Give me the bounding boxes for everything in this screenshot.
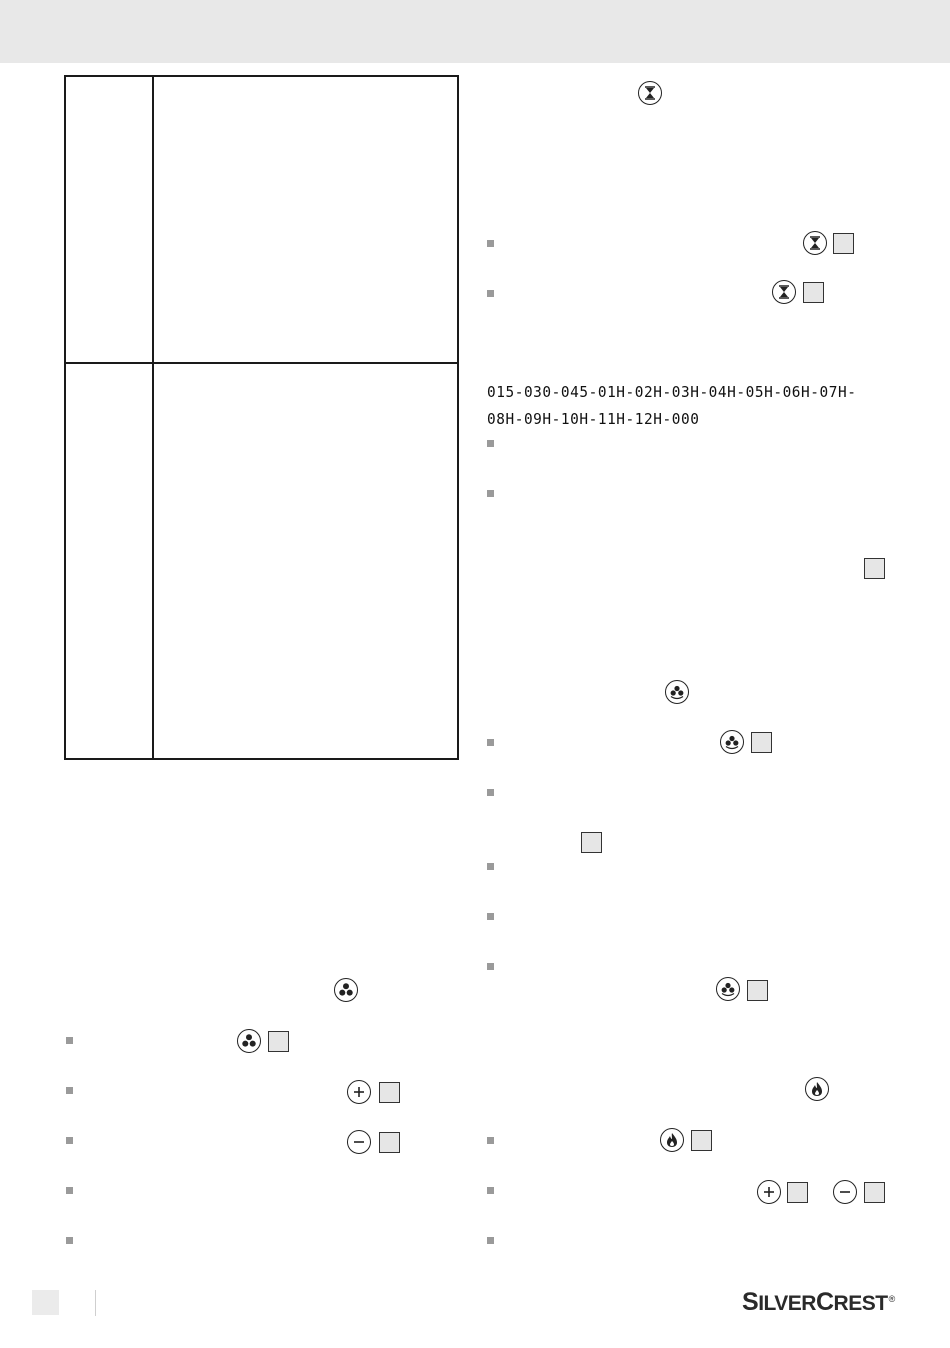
plus-icon (347, 1080, 371, 1104)
page-number-box (32, 1290, 59, 1315)
bullet (487, 963, 494, 970)
bullet (487, 240, 494, 247)
footer-divider (95, 1290, 96, 1316)
oscillation-icon (665, 680, 689, 704)
hourglass-icon (772, 280, 796, 304)
fan-icon (334, 978, 358, 1002)
key-reference-box (787, 1182, 808, 1203)
hourglass-icon (638, 81, 662, 105)
key-reference-box (864, 1182, 885, 1203)
plus-icon (757, 1180, 781, 1204)
bullet (487, 739, 494, 746)
bullet (66, 1237, 73, 1244)
timer-sequence-line2: 08H-09H-10H-11H-12H-000 (487, 410, 700, 428)
bullet (487, 913, 494, 920)
key-reference-box (747, 980, 768, 1001)
oscillation-icon (716, 977, 740, 1001)
key-reference-box (864, 558, 885, 579)
bullet (487, 490, 494, 497)
bullet (66, 1187, 73, 1194)
key-reference-box (379, 1082, 400, 1103)
bullet (487, 1187, 494, 1194)
bullet (487, 863, 494, 870)
bullet (66, 1037, 73, 1044)
oscillation-icon (720, 730, 744, 754)
key-reference-box (803, 282, 824, 303)
bullet (487, 1237, 494, 1244)
minus-icon (347, 1130, 371, 1154)
key-reference-box (268, 1031, 289, 1052)
key-reference-box (751, 732, 772, 753)
table-column-divider (152, 77, 154, 759)
bullet (487, 789, 494, 796)
key-reference-box (379, 1132, 400, 1153)
flame-icon (805, 1077, 829, 1101)
bullet (487, 290, 494, 297)
minus-icon (833, 1180, 857, 1204)
header-band (0, 0, 950, 63)
bullet (66, 1137, 73, 1144)
table-row-divider (66, 362, 458, 364)
timer-sequence-line1: 015-030-045-01H-02H-03H-04H-05H-06H-07H- (487, 383, 857, 401)
key-reference-box (833, 233, 854, 254)
hourglass-icon (803, 231, 827, 255)
bullet (487, 440, 494, 447)
key-reference-box (581, 832, 602, 853)
bullet (66, 1087, 73, 1094)
fan-icon (237, 1029, 261, 1053)
key-reference-box (691, 1130, 712, 1151)
bullet (487, 1137, 494, 1144)
spec-table (64, 75, 459, 760)
brand-logo: SILVERCREST® (742, 1288, 895, 1316)
flame-icon (660, 1128, 684, 1152)
